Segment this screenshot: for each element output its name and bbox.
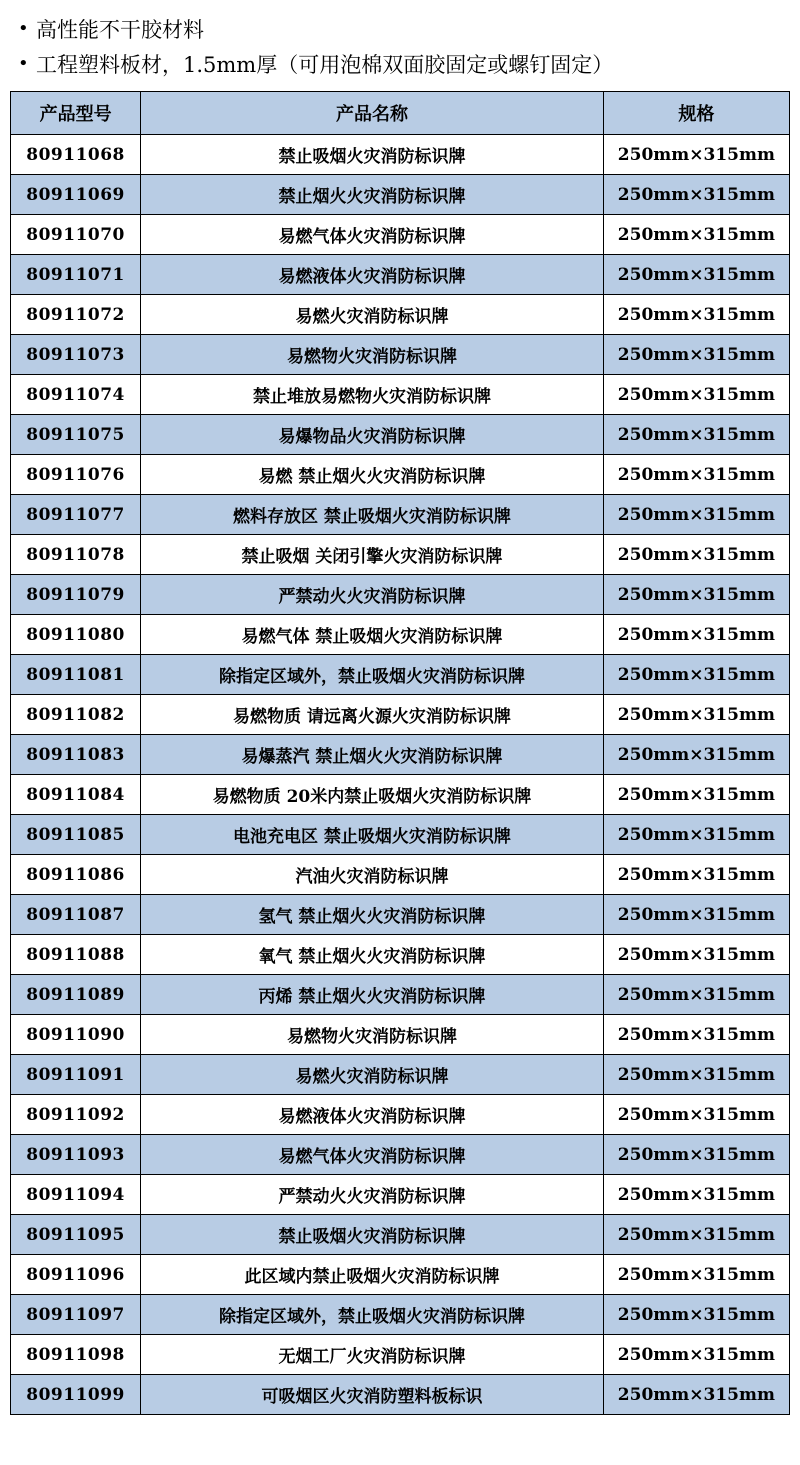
table-row	[11, 1375, 790, 1415]
cell-product-spec: 250mm×315mm	[603, 775, 789, 815]
cell-product-spec: 250mm×315mm	[603, 1015, 789, 1055]
table-row	[11, 1135, 790, 1175]
cell-product-model: 80911090	[11, 1015, 141, 1055]
cell-product-name: 禁止吸烟火灾消防标识牌	[141, 135, 604, 175]
bullet-dot-icon: •	[18, 18, 29, 39]
table-row	[11, 455, 790, 495]
cell-product-model: 80911085	[11, 815, 141, 855]
cell-product-spec: 250mm×315mm	[603, 535, 789, 575]
cell-product-model: 80911074	[11, 375, 141, 415]
cell-product-model: 80911093	[11, 1135, 141, 1175]
cell-product-name: 严禁动火火灾消防标识牌	[141, 575, 604, 615]
cell-product-spec: 250mm×315mm	[603, 295, 789, 335]
cell-product-name: 易燃火灾消防标识牌	[141, 1055, 604, 1095]
cell-product-model: 80911091	[11, 1055, 141, 1095]
table-row	[11, 375, 790, 415]
table-row	[11, 255, 790, 295]
cell-product-spec: 250mm×315mm	[603, 855, 789, 895]
cell-product-spec: 250mm×315mm	[603, 615, 789, 655]
cell-product-model: 80911070	[11, 215, 141, 255]
cell-product-model: 80911098	[11, 1335, 141, 1375]
table-row	[11, 1215, 790, 1255]
table-row	[11, 1095, 790, 1135]
cell-product-name: 禁止吸烟火灾消防标识牌	[141, 1215, 604, 1255]
cell-product-model: 80911087	[11, 895, 141, 935]
cell-product-spec: 250mm×315mm	[603, 695, 789, 735]
cell-product-model: 80911089	[11, 975, 141, 1015]
table-row	[11, 535, 790, 575]
cell-product-name: 除指定区域外，禁止吸烟火灾消防标识牌	[141, 1295, 604, 1335]
cell-product-name: 易燃液体火灾消防标识牌	[141, 255, 604, 295]
cell-product-name: 严禁动火火灾消防标识牌	[141, 1175, 604, 1215]
cell-product-model: 80911097	[11, 1295, 141, 1335]
cell-product-model: 80911078	[11, 535, 141, 575]
cell-product-spec: 250mm×315mm	[603, 335, 789, 375]
table-row	[11, 1255, 790, 1295]
cell-product-spec: 250mm×315mm	[603, 975, 789, 1015]
cell-product-model: 80911081	[11, 655, 141, 695]
column-header-model: 产品型号	[11, 92, 141, 135]
cell-product-spec: 250mm×315mm	[603, 215, 789, 255]
cell-product-model: 80911094	[11, 1175, 141, 1215]
list-item	[10, 49, 790, 82]
cell-product-name: 易爆蒸汽 禁止烟火火灾消防标识牌	[141, 735, 604, 775]
cell-product-model: 80911099	[11, 1375, 141, 1415]
cell-product-name: 氢气 禁止烟火火灾消防标识牌	[141, 895, 604, 935]
cell-product-spec: 250mm×315mm	[603, 375, 789, 415]
feature-bullet-list	[10, 14, 790, 81]
table-row	[11, 175, 790, 215]
table-row	[11, 975, 790, 1015]
cell-product-spec: 250mm×315mm	[603, 1295, 789, 1335]
table-row	[11, 815, 790, 855]
cell-product-name: 丙烯 禁止烟火火灾消防标识牌	[141, 975, 604, 1015]
cell-product-model: 80911075	[11, 415, 141, 455]
cell-product-name: 易燃 禁止烟火火灾消防标识牌	[141, 455, 604, 495]
cell-product-spec: 250mm×315mm	[603, 1375, 789, 1415]
cell-product-name: 禁止烟火火灾消防标识牌	[141, 175, 604, 215]
table-header	[11, 92, 790, 135]
cell-product-model: 80911073	[11, 335, 141, 375]
cell-product-model: 80911071	[11, 255, 141, 295]
table-row	[11, 895, 790, 935]
cell-product-name: 易燃物火灾消防标识牌	[141, 1015, 604, 1055]
cell-product-model: 80911080	[11, 615, 141, 655]
cell-product-model: 80911095	[11, 1215, 141, 1255]
table-row	[11, 215, 790, 255]
cell-product-spec: 250mm×315mm	[603, 175, 789, 215]
bullet-text: 高性能不干胶材料	[36, 18, 204, 42]
cell-product-spec: 250mm×315mm	[603, 415, 789, 455]
list-item	[10, 14, 790, 47]
cell-product-spec: 250mm×315mm	[603, 1095, 789, 1135]
cell-product-model: 80911076	[11, 455, 141, 495]
cell-product-spec: 250mm×315mm	[603, 1215, 789, 1255]
table-row	[11, 615, 790, 655]
cell-product-name: 除指定区域外，禁止吸烟火灾消防标识牌	[141, 655, 604, 695]
cell-product-spec: 250mm×315mm	[603, 255, 789, 295]
cell-product-name: 禁止堆放易燃物火灾消防标识牌	[141, 375, 604, 415]
cell-product-spec: 250mm×315mm	[603, 1175, 789, 1215]
bullet-dot-icon: •	[18, 52, 29, 74]
table-row	[11, 575, 790, 615]
cell-product-model: 80911086	[11, 855, 141, 895]
table-row	[11, 1175, 790, 1215]
cell-product-name: 易燃气体 禁止吸烟火灾消防标识牌	[141, 615, 604, 655]
cell-product-spec: 250mm×315mm	[603, 815, 789, 855]
cell-product-name: 燃料存放区 禁止吸烟火灾消防标识牌	[141, 495, 604, 535]
cell-product-spec: 250mm×315mm	[603, 1335, 789, 1375]
cell-product-model: 80911079	[11, 575, 141, 615]
cell-product-spec: 250mm×315mm	[603, 455, 789, 495]
table-row	[11, 735, 790, 775]
cell-product-spec: 250mm×315mm	[603, 1255, 789, 1295]
cell-product-model: 80911068	[11, 135, 141, 175]
table-row	[11, 135, 790, 175]
cell-product-name: 易燃物质 请远离火源火灾消防标识牌	[141, 695, 604, 735]
table-row	[11, 695, 790, 735]
table-row	[11, 335, 790, 375]
table-row	[11, 415, 790, 455]
cell-product-spec: 250mm×315mm	[603, 495, 789, 535]
bullet-text: 工程塑料板材，1.5mm厚（可用泡棉双面胶固定或螺钉固定）	[36, 52, 614, 77]
table-row	[11, 775, 790, 815]
cell-product-name: 易爆物品火灾消防标识牌	[141, 415, 604, 455]
cell-product-model: 80911077	[11, 495, 141, 535]
cell-product-spec: 250mm×315mm	[603, 135, 789, 175]
cell-product-name: 易燃气体火灾消防标识牌	[141, 215, 604, 255]
cell-product-model: 80911072	[11, 295, 141, 335]
cell-product-name: 汽油火灾消防标识牌	[141, 855, 604, 895]
cell-product-name: 氧气 禁止烟火火灾消防标识牌	[141, 935, 604, 975]
cell-product-spec: 250mm×315mm	[603, 735, 789, 775]
column-header-spec: 规格	[603, 92, 789, 135]
cell-product-name: 易燃物质 20米内禁止吸烟火灾消防标识牌	[141, 775, 604, 815]
table-body	[11, 135, 790, 1415]
cell-product-spec: 250mm×315mm	[603, 1135, 789, 1175]
cell-product-model: 80911088	[11, 935, 141, 975]
cell-product-spec: 250mm×315mm	[603, 575, 789, 615]
cell-product-name: 电池充电区 禁止吸烟火灾消防标识牌	[141, 815, 604, 855]
cell-product-name: 易燃气体火灾消防标识牌	[141, 1135, 604, 1175]
cell-product-spec: 250mm×315mm	[603, 655, 789, 695]
cell-product-model: 80911096	[11, 1255, 141, 1295]
table-row	[11, 655, 790, 695]
table-row	[11, 495, 790, 535]
cell-product-model: 80911092	[11, 1095, 141, 1135]
cell-product-spec: 250mm×315mm	[603, 895, 789, 935]
cell-product-name: 可吸烟区火灾消防塑料板标识	[141, 1375, 604, 1415]
table-row	[11, 295, 790, 335]
table-row	[11, 1295, 790, 1335]
cell-product-name: 无烟工厂火灾消防标识牌	[141, 1335, 604, 1375]
cell-product-model: 80911084	[11, 775, 141, 815]
table-row	[11, 935, 790, 975]
cell-product-name: 禁止吸烟 关闭引擎火灾消防标识牌	[141, 535, 604, 575]
table-row	[11, 855, 790, 895]
table-row	[11, 1335, 790, 1375]
cell-product-spec: 250mm×315mm	[603, 935, 789, 975]
cell-product-name: 此区域内禁止吸烟火灾消防标识牌	[141, 1255, 604, 1295]
product-spec-table	[10, 91, 790, 1415]
column-header-name: 产品名称	[141, 92, 604, 135]
table-row	[11, 1055, 790, 1095]
cell-product-spec: 250mm×315mm	[603, 1055, 789, 1095]
cell-product-name: 易燃液体火灾消防标识牌	[141, 1095, 604, 1135]
cell-product-model: 80911069	[11, 175, 141, 215]
cell-product-name: 易燃物火灾消防标识牌	[141, 335, 604, 375]
cell-product-name: 易燃火灾消防标识牌	[141, 295, 604, 335]
cell-product-model: 80911082	[11, 695, 141, 735]
table-row	[11, 1015, 790, 1055]
cell-product-model: 80911083	[11, 735, 141, 775]
table-header-row	[11, 92, 790, 135]
